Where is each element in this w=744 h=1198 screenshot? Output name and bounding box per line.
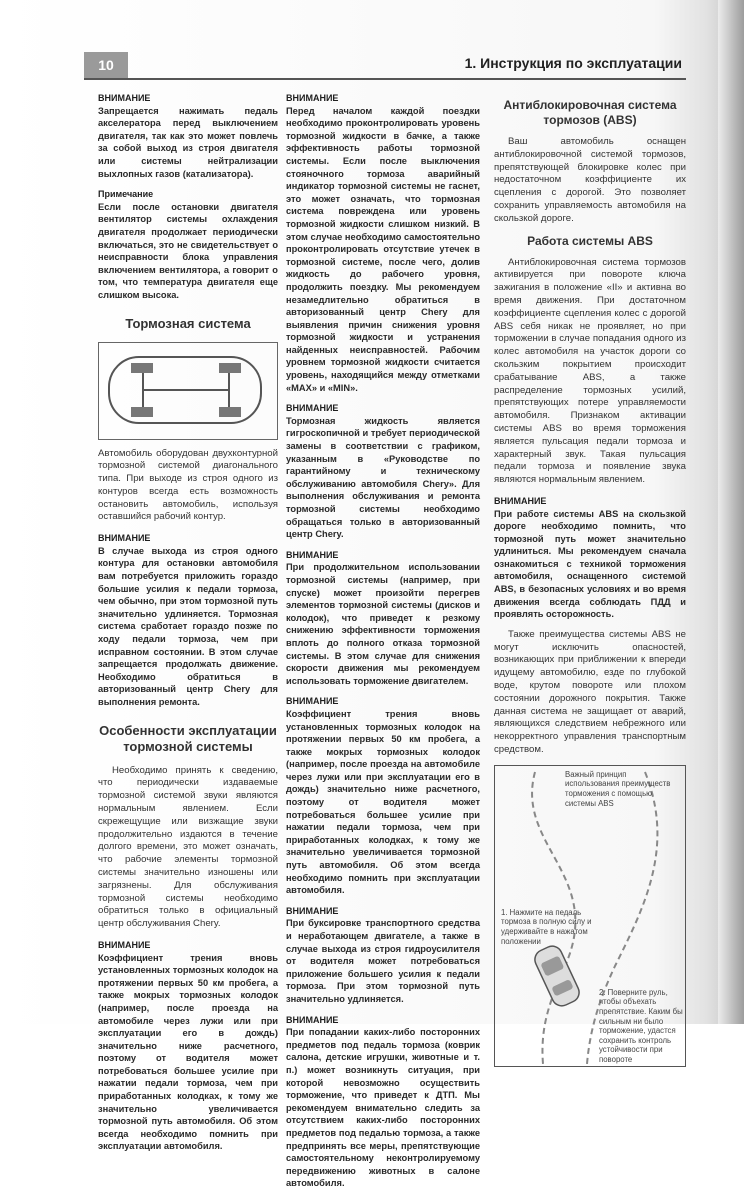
- chapter-title: 1. Инструкция по эксплуатации: [464, 55, 682, 71]
- warning-label: ВНИМАНИЕ: [286, 696, 339, 707]
- warning-label: ВНИМАНИЕ: [286, 1014, 339, 1025]
- warning-label: ВНИМАНИЕ: [286, 93, 339, 103]
- section-heading-abs-work: Работа системы ABS: [527, 233, 653, 248]
- figure-caption-main: Важный принцип использования преимуществ торможения с помощью системы ABS: [565, 769, 671, 808]
- warning-label: ВНИМАНИЕ: [286, 403, 339, 414]
- brake-features-text: Необходимо принять к сведению, что периодически издаваемые тормозной системой звуки являются нормальным явлением. Если скрежещущие или визжащие звуки продолжительно издаются в течение долгого времени, это может означать, что рабочие элементы тормозной системы значительно изношены или загрязнены. Для обслуживания тормозной системы необходимо обратиться только в официальный центр обслуживания Chery.: [98, 764, 278, 930]
- warning-text: В случае выхода из строя одного контура для остановки автомобиля вам потребуется приложить гораздо большие усилия к педали тормоза, чем обычно, при этом тормозной путь значительно удлиняется. Тормозная система сработает гораздо позже по ходу педали тормоза, чем при исправном состоянии. В этом случае запрещается продолжать движение. Необходимо обратиться в авторизованный центр Chery для выполнения ремонта.: [98, 545, 278, 707]
- warning-label: ВНИМАНИЕ: [98, 939, 151, 950]
- warning-text: При продолжительном использовании тормозной системы (например, при спуске) может произойти перегрев элементов тормозной системы (дисков и колодок), что приведет к резкому снижению эффективности торможения вплоть до полного отказа тормозной системы. В этом случае для снижения скорости движения мы рекомендуем использовать торможение двигателем.: [286, 562, 480, 686]
- warning-text: Тормозная жидкость является гигроскопичной и требует периодической замены в соответствии с графиком, указанным в «Руководстве по гарантийному и техническому обслуживанию автомобиля Chery». Для выполнения обслуживания и ремонта тормозной системы необходимо обращаться только в авторизованный центр Chery.: [286, 415, 480, 540]
- brake-system-text: Автомобиль оборудован двухконтурной тормозной системой диагонального типа. При выходе из строя одного из контуров всегда есть возможность остановить автомобиль, используя оставшийся рабочий контур.: [98, 447, 278, 523]
- warning-label: ВНИМАНИЕ: [98, 533, 151, 544]
- column-middle: [286, 92, 480, 1198]
- warning-text: При работе системы ABS на скользкой дороге необходимо помнить, что тормозной путь может значительно удлиниться. Мы рекомендуем сначала ознакомиться с техникой торможения автомобиля, оснащенного системой ABS, в безопасных условиях и во время движения всегда соблюдать ПДД и проявлять осторожность.: [494, 508, 686, 620]
- column-left: [98, 92, 278, 1161]
- section-heading-abs: Антиблокировочная система тормозов (ABS): [503, 98, 677, 127]
- figure-caption-step-2: 2. Поверните руль, чтобы объехать препятствие. Каким бы сильным ни было торможение, удастся сохранить контроль устойчивости при повороте: [599, 987, 683, 1064]
- column-right: [494, 92, 686, 1067]
- warning-text: Коэффициент трения вновь установленных тормозных колодок на протяжении первых 50 км пробега, а также мокрых тормозных колодок (например, после проезда на автомобиле через лужи или при эксплуатации его в дождь) значительно ниже расчетного, поэтому от водителя может потребоваться большее усилие при нажатии педали тормоза, чем при приработанных колодках, к тому же значительно увеличивается тормозной путь автомобиля. Об этом всегда необходимо помнить при эксплуатации автомобиля.: [98, 952, 278, 1152]
- warning-text: Коэффициент трения вновь установленных тормозных колодок на протяжении первых 50 км пробега, а также мокрых тормозных колодок (например, после проезда на автомобиле через лужи или при эксплуатации его в дождь) значительно ниже расчетного, поэтому от водителя может потребоваться большее усилие при нажатии педали тормоза, чем при приработанных колодках, к тому же значительно увеличивается тормозной путь автомобиля. Об этом всегда необходимо помнить при эксплуатации автомобиля.: [286, 708, 480, 896]
- abs-steering-figure: [494, 765, 686, 1067]
- warning-label: ВНИМАНИЕ: [286, 905, 339, 916]
- warning-label: ВНИМАНИЕ: [494, 495, 547, 506]
- abs-final-text: Также преимущества системы ABS не могут исключить опасностей, возникающих при приближении к впереди идущему автомобилю, езде по глубокой воде, крутом повороте или плохом состоянии дорожного покрытия. Также данная система не защищает от аварий, являющихся следствием небрежного или некорректного управления транспортным средством.: [494, 628, 686, 756]
- car-icon: [532, 943, 583, 1009]
- section-heading-brake-features: Особенности эксплуатации тормозной системы: [99, 722, 277, 754]
- warning-text: При буксировке транспортного средства и неработающем двигателе, а также в случае выхода из строя гидроусилителя от водителя может потребоваться приложение большего усилия к педали тормоза. При этом тормозной путь значительно удлиняется.: [286, 918, 480, 1004]
- warning-label: ВНИМАНИЕ: [286, 549, 339, 560]
- warning-text: При попадании каких-либо посторонних предметов под педаль тормоза (коврик салона, детские игрушки, животные и т. п.) может возникнуть ситуация, при которой невозможно осуществить торможение, что приведет к ДТП. Мы рекомендуем внимательно следить за отсутствием каких-либо посторонних предметов под педалью тормоза, а также предпринять все меры, препятствующие самостоятельному неконтролируемому передвижению животных в салоне автомобиля.: [286, 1027, 480, 1189]
- car-brake-circuit-icon: [99, 343, 277, 437]
- warning-label: ВНИМАНИЕ: [98, 93, 151, 103]
- page-number: 10: [84, 52, 128, 78]
- section-heading-brake-system: Тормозная система: [125, 315, 251, 331]
- warning-text: Перед началом каждой поездки необходимо проконтролировать уровень тормозной жидкости в бачке, а также эффективность работы тормозной системы. Если после выключения стояночного тормоза аварийный индикатор тормозной системы не гаснет, это может означать, что тормозная система повреждена или уровень тормозной жидкости слишком низкий. В этом случае необходимо самостоятельно проконтролировать отсутствие утечек в тормозной системе, после чего, долив жидкость до рабочего уровня, продолжить поездку. Мы рекомендуем незамедлительно обратиться в авторизованный центр Chery для выявления причин снижения уровня тормозной жидкости и устранения найденных неисправностей. Рабочим уровнем тормозной жидкости считается уровень, находящийся между отметками «MAX» и «MIN».: [286, 105, 480, 393]
- brake-diagram-figure: [98, 342, 278, 440]
- page-header: [84, 52, 686, 80]
- note-text: Если после остановки двигателя вентилятор системы охлаждения двигателя продолжает периодически включаться, это не свидетельствует о неисправности блока управления включением вентилятора, а говорит о том, что температура двигателя еще слишком высока.: [98, 201, 278, 300]
- figure-caption-step-1: 1. Нажмите на педаль тормоза в полную силу и удерживайте в нажатом положении: [501, 907, 592, 946]
- book-fold-shadow: [718, 0, 744, 1024]
- warning-text: Запрещается нажимать педаль акселератора перед выключением двигателя, так как это может повлечь за собой выход из строя двигателя или системы нейтрализации выхлопных газов (катализатора).: [98, 105, 278, 179]
- abs-work-text: Антиблокировочная система тормозов активируется при повороте ключа зажигания в положение «II» и активна во время движения. При достаточном коэффициенте сцепления колес с дорогой ABS себя никак не проявляет, но при торможении в случае попадания одного из колес автомобиля на участок дороги со скользким покрытием происходит срабатывание ABS, а также распределение тормозных усилий, препятствующих потере управляемости автомобиля. Признаком активации системы ABS во время торможения является пульсация педали тормоза и характерный звук. Такая пульсация педали тормоза и появление звука являются нормальным явлением.: [494, 256, 686, 486]
- note-label: Примечание: [98, 189, 154, 200]
- abs-text: Ваш автомобиль оснащен антиблокировочной системой тормозов, препятствующей блокировке колес при недостаточном коэффициенте их сцепления с дорогой. Это позволяет сохранить управляемость автомобиля на скользкой дороге.: [494, 136, 686, 224]
